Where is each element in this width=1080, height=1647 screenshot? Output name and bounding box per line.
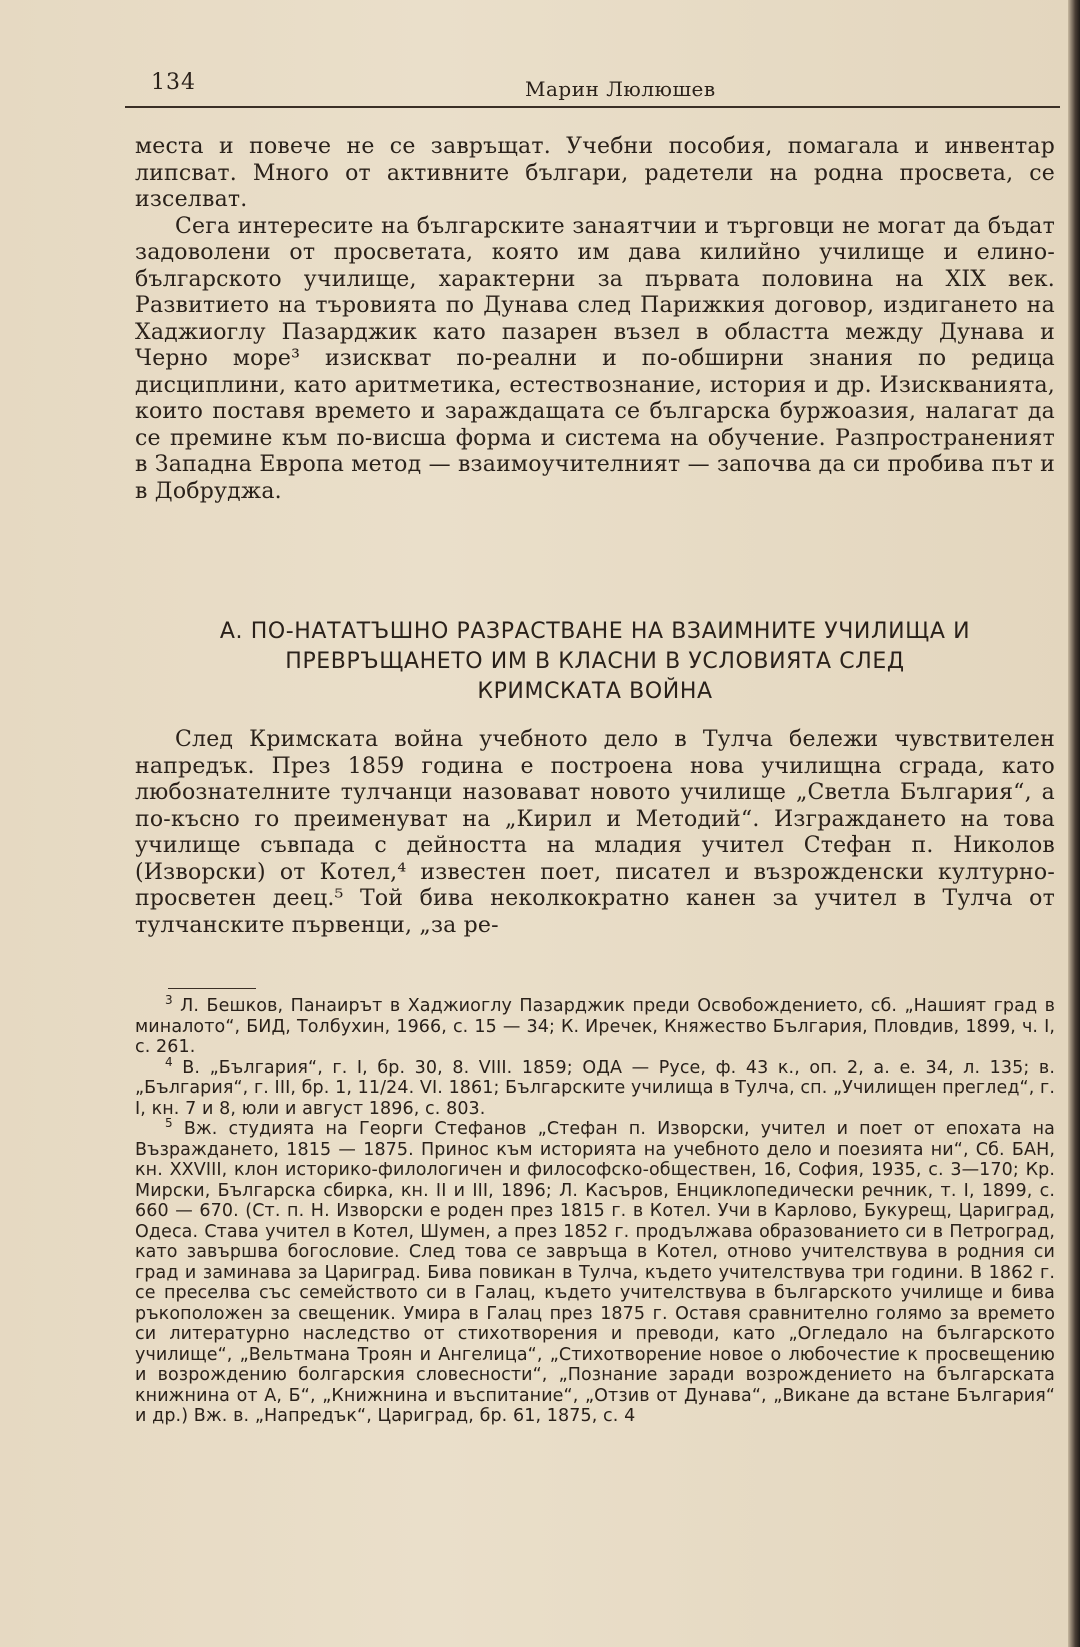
footnote-mark: 5: [165, 1116, 173, 1131]
footnote-mark: 3: [165, 993, 173, 1008]
footnote-divider: [168, 988, 256, 989]
section-heading: [135, 617, 1055, 707]
page-edge: [1068, 0, 1080, 1647]
page-header: [125, 62, 1060, 108]
section-heading-line: А. ПО-НАТАТЪШНО РАЗРАСТВАНЕ НА ВЗАИМНИТЕ УЧИЛИЩА И: [219, 619, 971, 644]
footnote-text: Л. Бешков, Панаирът в Хаджиоглу Пазарджик преди Освобождението, сб. „Нашият град в миналото“, БИД, Толбухин, 1966, с. 15 — 34; К. Иречек, Княжество България, Пловдив, 1899, ч. I, с. 261.: [135, 996, 1055, 1057]
footnotes: [135, 993, 1055, 1427]
section-heading-line: КРИМСКАТА ВОЙНА: [477, 679, 713, 704]
footnote: [135, 1116, 1055, 1427]
paragraph: места и повече не се завръщат. Учебни пособия, помагала и инвентар липсват. Много от активните българи, радетели на родна просвета, се изселват.: [135, 134, 1055, 212]
running-title: Марин Люлюшев: [525, 77, 716, 101]
footnote-text: Вж. студията на Георги Стефанов „Стефан п. Изворски, учител и поет от епохата на Възраждането, 1815 — 1875. Принос към историята на учебното дело и поезията ни“, Сб. БАН, кн. XXVIII, клон историко-филологичен и философско-обществен, 16, София, 1935, с. 3—170; Кр. Мирски, Българска сбирка, кн. II и III, 1896; Л. Касъров, Енциклопедически речник, т. I, 1899, с. 660 — 670. (Ст. п. Н. Изворски е роден през 1815 г. в Котел. Учи в Карлово, Букурещ, Цариград, Одеса. Става учител в Котел, Шумен, а през 1852 г. продължава образованието си в Петроград, като завършва богословие. След това се завръща в Котел, отново учителствува в родния си град и заминава за Цариград. Бива повикан в Тулча, където учителствува три години. В 1862 г. се преселва със семейството си в Галац, където учителствува в българското училище и бива ръкоположен за свещеник. Умира в Галац през 1875 г. Оставя сравнително голямо за времето си литературно наследство от стихотворения и преводи, като „Огледало на българското училище“, „Вельтмана Троян и Ангелица“, „Стихотворение новое о любочестие к просвещению и возрождению болгарския словесности“, „Познание заради возрождението на българската книжнина от А, Б“, „Книжнина и въспитание“, „Отзив от Дунава“, „Викане да встане България“ и др.) Вж. в. „Напредък“, Цариград, бр. 61, 1875, с. 4: [135, 1119, 1055, 1426]
section-body-text: [135, 727, 1055, 939]
page-number: 134: [151, 70, 196, 95]
footnote: [135, 1054, 1055, 1120]
paragraph: Сега интересите на българските занаятчии и търговци не могат да бъдат задоволени от просветата, която им дава килийно училище и елино-българското училище, характерни за първата половина на XIX век. Развитието на търовията по Дунава след Парижкия договор, издигането на Хаджиоглу Пазарджик като пазарен възел в областта между Дунава и Черно море³ изискват по-реални и по-обширни знания по редица дисциплини, като аритметика, естествознание, история и др. Изискванията, които поставя времето и зараждащата се българска буржоазия, налагат да се премине към по-висша форма и система на обучение. Разпространеният в Западна Европа метод — взаимоучителният — започва да си пробива път и в Добруджа.: [135, 213, 1055, 504]
paragraph: След Кримската война учебното дело в Тулча бележи чувствителен напредък. През 1859 година е построена нова училищна сграда, като любознателните тулчанци назовават новото училище „Светла България“, а по-късно го преименуват на „Кирил и Методий“. Изграждането на това училище съвпада с дейността на младия учител Стефан п. Николов (Изворски) от Котел,⁴ известен поет, писател и възрожденски културно-просветен деец.⁵ Той бива неколкократно канен за учител в Тулча от тулчанските първенци, „за ре-: [135, 727, 1055, 938]
body-text: [135, 134, 1055, 505]
footnote: [135, 993, 1055, 1058]
footnote-mark: 4: [165, 1054, 173, 1069]
section-heading-line: ПРЕВРЪЩАНЕТО ИМ В КЛАСНИ В УСЛОВИЯТА СЛЕД: [285, 649, 905, 674]
footnote-text: В. „България“, г. I, бр. 30, 8. VIII. 1859; ОДА — Русе, ф. 43 к., оп. 2, а. е. 34, л. 135; в. „България“, г. III, бр. 1, 11/24. VI. 1861; Българските училища в Тулча, сп. „Училищен преглед“, г. I, кн. 7 и 8, юли и август 1896, с. 803.: [135, 1057, 1055, 1119]
